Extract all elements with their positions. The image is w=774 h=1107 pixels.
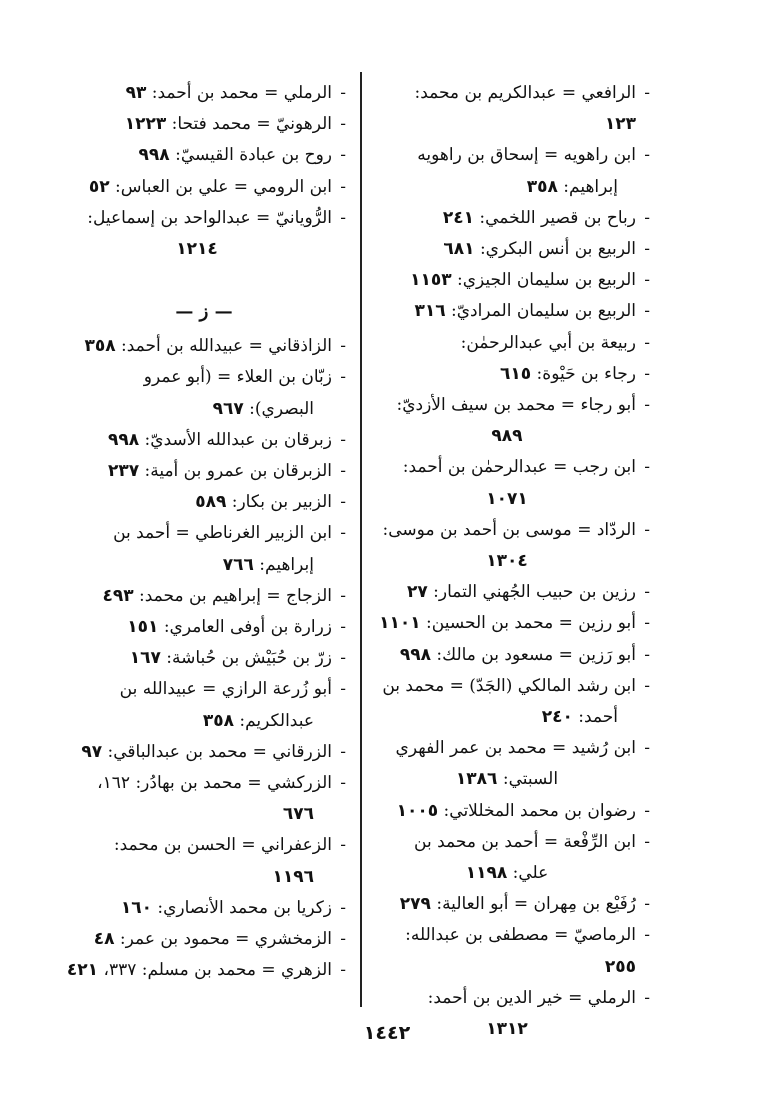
entry-page-number: ١٠٧١: [486, 488, 528, 509]
index-entry: [62, 331, 346, 362]
entry-text: ابن رشد المالكي (الجَدّ) = محمد بن: [382, 675, 636, 696]
index-entries-ra: [62, 78, 346, 265]
entry-page-number: ٩٨٩: [491, 426, 523, 447]
entry-page-number: ٦٧٦: [282, 804, 314, 825]
entry-page-number: ١١٩٦: [272, 866, 314, 887]
index-entry: [62, 612, 346, 643]
entry-text: زكريا بن محمد الأنصاري:: [151, 897, 332, 918]
continuation-text: أحمد:: [572, 707, 618, 728]
entry-page-number: ٩٣: [125, 83, 147, 103]
index-entry: [378, 265, 650, 296]
entry-page-number: ٢٧٩: [399, 894, 431, 915]
entry-continuation: [378, 764, 636, 795]
index-entry: [62, 674, 346, 736]
entry-text: الرماصيّ = مصطفى بن عبدالله:: [405, 925, 636, 946]
entry-text: الزمخشري = محمود بن عمر:: [114, 929, 332, 950]
entry-text: زبرقان بن عبدالله الأسديّ:: [139, 429, 332, 450]
index-entry: [62, 487, 346, 518]
entry-text: روح بن عبادة القيسيّ:: [169, 145, 332, 166]
entry-continuation: [62, 706, 332, 737]
entry-page-number: ١٣١٢: [486, 1019, 528, 1040]
entry-text: الردّاد = موسى بن أحمد بن موسى:: [382, 519, 636, 540]
continuation-text: السبتي:: [497, 769, 559, 790]
entry-text: ابن رجب = عبدالرحمٰن بن أحمد:: [402, 457, 636, 478]
index-entry: [378, 577, 650, 608]
entry-text: رضوان بن محمد المخللاتي:: [438, 800, 636, 821]
entry-page-number: ٩٩٨: [399, 644, 431, 665]
entry-text: الرملي = محمد بن أحمد:: [146, 83, 332, 103]
section-heading-zay: — ز —: [175, 301, 233, 323]
entry-page-number: ١٣٠٤: [486, 551, 528, 572]
entry-text: رجاء بن حَيْوة:: [531, 363, 636, 384]
entry-text: الرُّويانيّ = عبدالواحد بن إسماعيل:: [87, 207, 332, 228]
entry-text: زرّ بن حُبَيْش بن حُباشة:: [160, 648, 332, 669]
index-entry: [378, 733, 650, 795]
page-number: ١٤٤٢: [363, 1022, 411, 1044]
entry-page-number: ٣٥٨: [84, 336, 116, 357]
entry-page-number: ٦٨١: [443, 239, 475, 260]
index-entry: [62, 581, 346, 612]
entry-page-number: ٩٦٧: [212, 398, 244, 419]
index-entry: [62, 955, 346, 986]
index-entry: [378, 390, 650, 452]
index-entry: [378, 796, 650, 827]
entry-text: رزين بن حبيب الجُهني التمار:: [427, 582, 636, 603]
index-entry: [62, 924, 346, 955]
entry-page-number: ٢٣٧: [107, 461, 140, 482]
index-entry: [378, 140, 650, 202]
index-entry: [62, 203, 346, 265]
entry-page-number: ١٦٠: [120, 897, 152, 918]
index-entry: [62, 518, 346, 580]
entry-page-number: ٢٥٥: [604, 956, 636, 977]
entry-text: زرارة بن أوفى العامري:: [158, 617, 332, 638]
continuation-text: علي:: [507, 863, 549, 884]
entry-text: زبّان بن العلاء = (أبو عمرو: [143, 367, 332, 388]
entry-text: الربيع بن أنس البكري:: [474, 239, 636, 260]
index-entry: [378, 452, 650, 514]
continuation-text: إبراهيم:: [557, 176, 618, 197]
index-entry: [378, 78, 650, 140]
index-entry: [378, 515, 650, 577]
index-entry: [378, 827, 650, 889]
entry-text: الزاذقاني = عبيدالله بن أحمد:: [115, 336, 332, 357]
index-entry: [62, 830, 346, 892]
entry-text: ابن رُشيد = محمد بن عمر الفهري: [395, 738, 636, 759]
entry-continuation: [378, 702, 636, 733]
entry-page-number: ٣١٦: [414, 301, 446, 322]
index-entry: [62, 737, 346, 768]
entry-page-number: ١٠٠٥: [396, 800, 439, 821]
continuation-text: إبراهيم:: [253, 554, 314, 575]
entry-page-number: ٩٩٨: [107, 429, 140, 450]
continuation-text: البصري):: [243, 398, 314, 419]
entry-text: أبو رَزين = مسعود بن مالك:: [430, 644, 636, 665]
entry-page-number: ٩٩٨: [138, 145, 170, 166]
entry-continuation: [62, 862, 332, 893]
entry-continuation: [62, 234, 332, 265]
entry-text: الزبرقان بن عمرو بن أمية:: [139, 461, 332, 482]
index-entry: [62, 140, 346, 171]
entry-page-number: ٥٢: [88, 176, 110, 197]
entry-text: الرملي = خير الدين بن أحمد:: [427, 987, 636, 1008]
index-entry: [378, 889, 650, 920]
entry-text: رُفَيْع بن مِهران = أبو العالية:: [430, 894, 636, 915]
entry-text: ابن الزبير الغرناطي = أحمد بن: [113, 523, 332, 544]
entry-page-number: ٢٤١: [442, 207, 474, 228]
entry-page-number: ٤٨: [93, 929, 115, 950]
entry-text: الربيع بن سليمان المراديّ:: [445, 301, 636, 322]
entry-text: الزبير بن بكار:: [226, 492, 332, 513]
index-entry: [62, 456, 346, 487]
index-entry: [62, 109, 346, 140]
entry-page-number: ٣٥٨: [526, 176, 558, 197]
index-entry: [62, 893, 346, 924]
entry-continuation: [378, 546, 636, 577]
index-entries-zay: [62, 331, 346, 986]
entry-text: أبو رزين = محمد بن الحسين:: [420, 613, 636, 634]
entry-text: الربيع بن سليمان الجيزي:: [451, 270, 636, 291]
index-column-right: [378, 78, 650, 1045]
entry-text: الزركشي = محمد بن بهادُر: ١٦٢،: [97, 773, 332, 794]
entry-page-number: ٦١٥: [500, 363, 532, 384]
entry-page-number: ١٢٣: [604, 114, 636, 135]
entry-page-number: ١١٩٨: [465, 863, 508, 884]
index-entry: [378, 234, 650, 265]
entry-text: الرهونيّ = محمد فتحا:: [166, 114, 332, 135]
entry-text: أبو زُرعة الرازي = عبيدالله بن: [119, 679, 332, 700]
entry-continuation: [378, 172, 636, 203]
entry-page-number: ٢٤٠: [541, 707, 573, 728]
entry-page-number: ١١٥٣: [410, 270, 452, 291]
index-entry: [378, 640, 650, 671]
column-divider: [360, 72, 362, 1007]
entry-text: ابن راهويه = إسحاق بن راهويه: [417, 145, 636, 166]
entry-page-number: ٣٥٨: [202, 710, 234, 731]
index-entry: [378, 328, 650, 359]
index-entry: [378, 920, 650, 982]
index-entry: [378, 671, 650, 733]
entry-text: ربيعة بن أبي عبدالرحمٰن:: [460, 332, 636, 353]
entry-continuation: [62, 394, 332, 425]
entry-continuation: [378, 484, 636, 515]
entry-page-number: ٩٧: [81, 741, 103, 762]
entry-page-number: ٤٢١: [66, 960, 99, 981]
index-entry: [378, 608, 650, 639]
entry-page-number: ١٥١: [127, 617, 159, 638]
index-entry: [62, 768, 346, 830]
entry-text: الزهري = محمد بن مسلم: ٣٣٧،: [98, 960, 332, 981]
entry-continuation: [378, 858, 636, 889]
entry-continuation: [62, 550, 332, 581]
index-entry: [62, 362, 346, 424]
index-entry: [62, 172, 346, 203]
entry-page-number: ١٣٨٦: [455, 769, 498, 790]
index-entry: [378, 296, 650, 327]
index-entry: [62, 643, 346, 674]
entry-text: أبو رجاء = محمد بن سيف الأزديّ:: [396, 395, 636, 416]
entry-text: الزعفراني = الحسن بن محمد:: [113, 835, 332, 856]
entry-page-number: ٤٩٣: [102, 585, 134, 606]
entry-text: ابن الرِّفْعة = أحمد بن محمد بن: [414, 831, 636, 852]
entry-page-number: ١٦٧: [129, 648, 161, 669]
continuation-text: عبدالكريم:: [233, 710, 314, 731]
entry-text: الزجاج = إبراهيم بن محمد:: [133, 585, 332, 606]
entry-page-number: ١١٠١: [379, 613, 421, 634]
index-entry: [378, 203, 650, 234]
entry-text: الزرقاني = محمد بن عبدالباقي:: [102, 741, 332, 762]
entry-text: الرافعي = عبدالكريم بن محمد:: [414, 83, 636, 103]
index-entry: [62, 425, 346, 456]
entry-page-number: ٥٨٩: [195, 492, 227, 513]
index-entry: [378, 359, 650, 390]
entry-page-number: ٢٧: [407, 582, 428, 603]
entry-page-number: ١٢١٤: [176, 239, 218, 260]
entry-text: ابن الرومي = علي بن العباس:: [109, 176, 332, 197]
entry-continuation: [62, 799, 332, 830]
entry-page-number: ٧٦٦: [222, 554, 254, 575]
entry-page-number: ١٢٢٣: [124, 114, 167, 135]
entry-text: رباح بن قصير اللخمي:: [474, 207, 636, 228]
index-entry: [62, 78, 346, 109]
index-column-left: [62, 78, 346, 986]
entry-continuation: [378, 421, 636, 452]
